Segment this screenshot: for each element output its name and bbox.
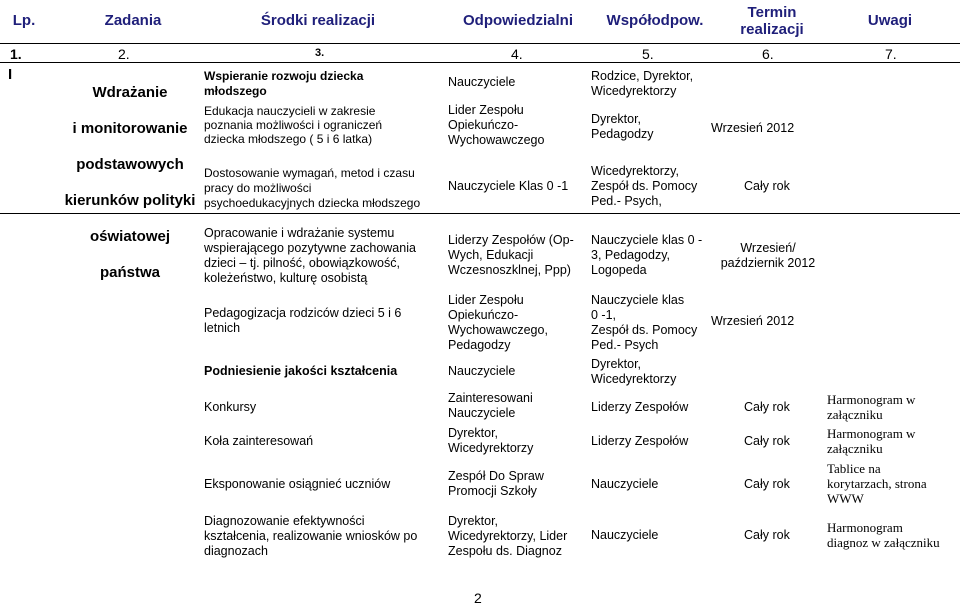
column-number-2: 2. <box>118 46 130 62</box>
odpowiedzialni-cell: Dyrektor, Wicedyrektorzy <box>448 426 534 455</box>
column-number-7: 7. <box>885 46 897 62</box>
column-number-3: 3. <box>315 47 325 59</box>
header-termin: Termin realizacji <box>740 4 804 38</box>
odpowiedzialni-cell: Nauczyciele <box>448 75 516 89</box>
wspolodpow-cell: Nauczyciele klas 0 -1, Zespół ds. Pomocy Ped.- Psych <box>591 293 698 352</box>
wspolodpow-cell: Nauczyciele klas 0 - 3, Pedagodzy, Logopeda <box>591 233 703 277</box>
odpowiedzialni-cell: Zainteresowani Nauczyciele <box>448 391 533 420</box>
column-number-4: 4. <box>511 46 523 62</box>
header-lp: Lp. <box>12 12 36 29</box>
row-label: I <box>8 66 13 83</box>
termin-cell: Cały rok <box>744 400 790 414</box>
header-odpowiedzialni: Odpowiedzialni <box>462 12 573 29</box>
odpowiedzialni-cell: Zespół Do Spraw Promocji Szkoły <box>448 469 544 498</box>
srodki-cell: Diagnozowanie efektywności kształcenia, realizowanie wniosków po diagnozach <box>204 514 418 558</box>
odpowiedzialni-cell: Liderzy Zespołów (Op- Wych, Edukacji Wczesnoszklnej, Ppp) <box>448 233 574 277</box>
termin-cell: Cały rok <box>744 528 790 542</box>
wspolodpow-cell: Nauczyciele <box>591 477 659 491</box>
uwagi-cell: Harmonogram w załączniku <box>827 392 916 422</box>
column-number-5: 5. <box>642 46 654 62</box>
srodki-cell: Koła zainteresowań <box>204 434 314 448</box>
srodki-cell: Eksponowanie osiągnieć uczniów <box>204 477 391 491</box>
odpowiedzialni-cell: Nauczyciele <box>448 364 516 378</box>
task-title: Wdrażanie i monitorowanie podstawowych kierunków polityki oświatowej państwa <box>64 84 196 281</box>
header-zadania: Zadania <box>104 12 162 29</box>
odpowiedzialni-cell: Lider Zespołu Opiekuńczo- Wychowawczego, Pedagodzy <box>448 293 548 352</box>
header-wspolodpow: Współodpow. <box>606 12 704 29</box>
wspolodpow-cell: Rodzice, Dyrektor, Wicedyrektorzy <box>591 69 694 98</box>
column-number-1: 1. <box>10 46 22 62</box>
odpowiedzialni-cell: Lider Zespołu Opiekuńczo- Wychowawczego <box>448 103 545 147</box>
termin-cell: Cały rok <box>744 179 790 193</box>
row-divider <box>0 62 960 63</box>
srodki-cell: Pedagogizacja rodziców dzieci 5 i 6 letnich <box>204 306 402 335</box>
uwagi-cell: Tablice na korytarzach, strona WWW <box>827 461 927 506</box>
header-srodki: Środki realizacji <box>260 12 376 29</box>
wspolodpow-cell: Liderzy Zespołów <box>591 434 689 448</box>
header-uwagi: Uwagi <box>867 12 913 29</box>
termin-cell: Cały rok <box>744 477 790 491</box>
odpowiedzialni-cell: Nauczyciele Klas 0 -1 <box>448 179 569 193</box>
srodki-cell: Podniesienie jakości kształcenia <box>204 364 398 378</box>
row-divider <box>0 43 960 44</box>
uwagi-cell: Harmonogram w załączniku <box>827 426 916 456</box>
odpowiedzialni-cell: Dyrektor, Wicedyrektorzy, Lider Zespołu ds. Diagnoz <box>448 514 568 558</box>
uwagi-cell: Harmonogram diagnoz w załączniku <box>827 520 940 550</box>
termin-cell: Wrzesień 2012 <box>711 314 795 328</box>
termin-cell: Wrzesień/ październik 2012 <box>720 241 816 270</box>
termin-cell: Wrzesień 2012 <box>711 121 795 135</box>
column-number-6: 6. <box>762 46 774 62</box>
wspolodpow-cell: Nauczyciele <box>591 528 659 542</box>
srodki-cell: Opracowanie i wdrażanie systemu wspierającego pozytywne zachowania dzieci – tj. pilność, obowiązkowość, koleżeństwo, kulturę osobistą <box>204 226 416 285</box>
page-number: 2 <box>474 590 482 606</box>
srodki-cell: Dostosowanie wymagań, metod i czasu pracy do możliwości psychoedukacyjnych dziecka młodszego <box>204 166 421 210</box>
srodki-cell: Edukacja nauczycieli w zakresie poznania możliwości i ograniczeń dziecka młodszego ( 5 i 6 latka) <box>204 104 383 146</box>
srodki-cell: Wspieranie rozwoju dziecka młodszego <box>204 69 364 98</box>
wspolodpow-cell: Wicedyrektorzy, Zespół ds. Pomocy Ped.- Psych, <box>591 164 698 208</box>
wspolodpow-cell: Liderzy Zespołów <box>591 400 689 414</box>
srodki-cell: Konkursy <box>204 400 257 414</box>
wspolodpow-cell: Dyrektor, Pedagodzy <box>591 112 654 141</box>
termin-cell: Cały rok <box>744 434 790 448</box>
wspolodpow-cell: Dyrektor, Wicedyrektorzy <box>591 357 677 386</box>
